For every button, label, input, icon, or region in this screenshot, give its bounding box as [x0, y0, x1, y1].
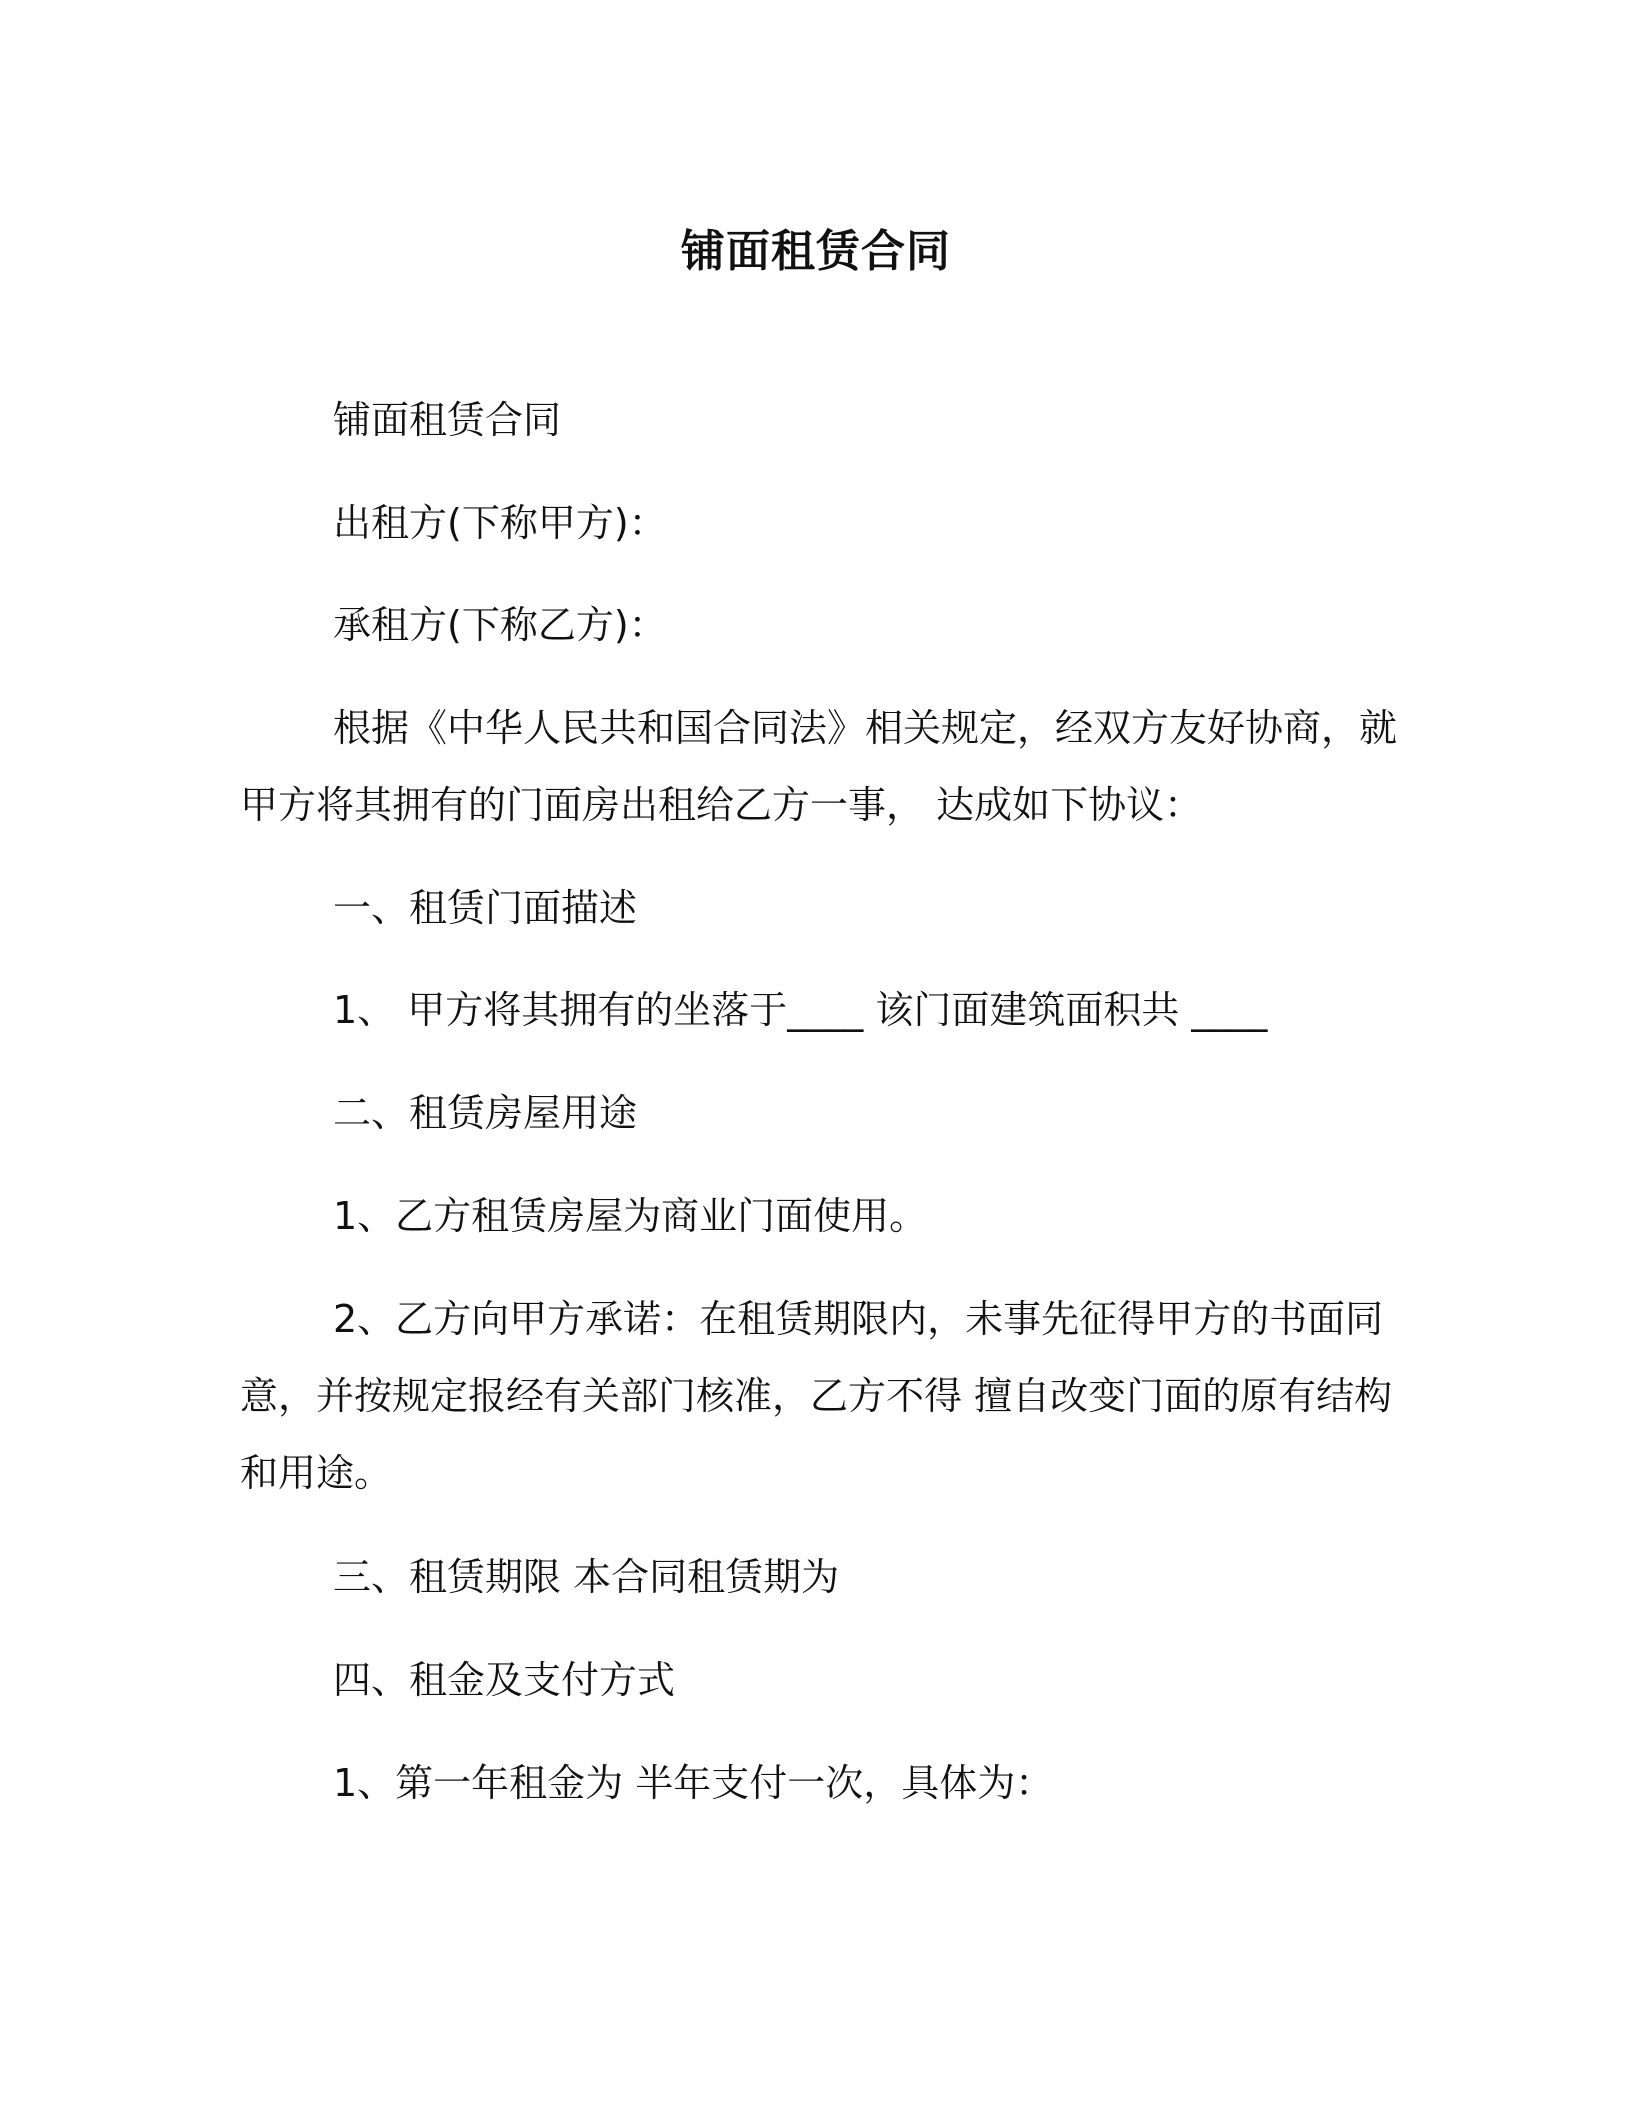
section-2-item-2-line-3: 和用途。 — [240, 1451, 393, 1495]
section-4-item-1: 1、第一年租金为 半年支付一次，具体为： — [333, 1761, 1054, 1805]
contract-subtitle: 铺面租赁合同 — [333, 398, 562, 442]
section-2-item-1: 1、乙方租赁房屋为商业门面使用。 — [333, 1194, 928, 1238]
preamble-paragraph — [240, 690, 1398, 844]
preamble-line-1: 根据《中华人民共和国合同法》相关规定，经双方友好协商，就 — [333, 706, 1398, 750]
section-3-heading: 三、租赁期限 本合同租赁期为 — [333, 1555, 840, 1599]
section-2-heading: 二、租赁房屋用途 — [333, 1091, 638, 1135]
lessee-line: 承租方(下称乙方)： — [333, 603, 667, 647]
document-title: 铺面租赁合同 — [681, 226, 951, 277]
section-2-item-2-line-2: 意，并按规定报经有关部门核准，乙方不得 擅自改变门面的原有结构 — [240, 1374, 1393, 1418]
preamble-line-2: 甲方将其拥有的门面房出租给乙方一事， 达成如下协议： — [240, 783, 1203, 827]
section-2-item-2 — [240, 1281, 1393, 1512]
section-2-item-2-line-1: 2、乙方向甲方承诺：在租赁期限内，未事先征得甲方的书面同 — [333, 1297, 1384, 1341]
section-4-heading: 四、租金及支付方式 — [333, 1658, 676, 1702]
section-1-item-1: 1、 甲方将其拥有的坐落于____ 该门面建筑面积共 ____ — [333, 988, 1268, 1032]
section-1-heading: 一、租赁门面描述 — [333, 886, 638, 930]
lessor-line: 出租方(下称甲方)： — [333, 501, 667, 545]
